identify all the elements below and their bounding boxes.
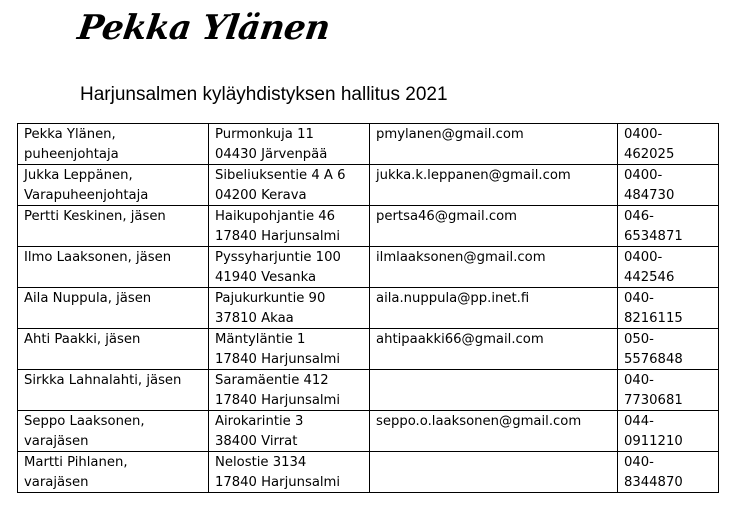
member-phone-line: 044- xyxy=(624,414,654,429)
member-phone-line: 8344870 xyxy=(624,474,683,490)
member-phone-line: 040- xyxy=(624,291,654,306)
member-name-cell xyxy=(18,288,209,329)
member-email-cell xyxy=(370,288,618,329)
member-phone-cell xyxy=(618,247,719,288)
member-name-cell xyxy=(18,370,209,411)
member-email: jukka.k.leppanen@gmail.com xyxy=(376,168,571,183)
member-email-cell xyxy=(370,452,618,493)
member-address-line: Saramäentie 412 xyxy=(215,373,329,388)
member-phone-cell xyxy=(618,370,719,411)
table-row xyxy=(18,206,719,247)
member-name-line: Varapuheenjohtaja xyxy=(24,187,149,203)
member-phone-line: 0400- xyxy=(624,168,663,183)
member-address-cell xyxy=(209,411,370,452)
member-email: pmylanen@gmail.com xyxy=(376,127,524,142)
member-address-line: 17840 Harjunsalmi xyxy=(215,392,341,408)
page-title: Harjunsalmen kyläyhdistyksen hallitus 2021 xyxy=(80,84,448,105)
member-email: ahtipaakki66@gmail.com xyxy=(376,332,544,347)
member-address-cell xyxy=(209,165,370,206)
member-phone-line: 6534871 xyxy=(624,228,683,244)
member-address-line: Haikupohjantie 46 xyxy=(215,209,336,224)
member-address-line: 38400 Virrat xyxy=(215,433,298,449)
member-email: pertsa46@gmail.com xyxy=(376,209,517,224)
member-phone-line: 8216115 xyxy=(624,310,683,326)
member-email-cell xyxy=(370,370,618,411)
member-phone-line: 040- xyxy=(624,455,654,470)
member-email-cell xyxy=(370,206,618,247)
member-name-cell xyxy=(18,206,209,247)
member-phone-line: 442546 xyxy=(624,269,675,285)
member-email: aila.nuppula@pp.inet.fi xyxy=(376,291,530,306)
board-members-table-body xyxy=(18,124,719,493)
member-address-line: Sibeliuksentie 4 A 6 xyxy=(215,168,346,183)
member-name-line: Sirkka Lahnalahti, jäsen xyxy=(24,373,182,388)
member-name-cell xyxy=(18,165,209,206)
member-name-line: Martti Pihlanen, xyxy=(24,455,128,470)
member-email: ilmlaaksonen@gmail.com xyxy=(376,250,546,265)
member-name-cell xyxy=(18,329,209,370)
member-name-line: puheenjohtaja xyxy=(24,146,119,162)
member-name-line: Pertti Keskinen, jäsen xyxy=(24,209,166,224)
member-phone-line: 462025 xyxy=(624,146,675,162)
member-address-line: Pyssyharjuntie 100 xyxy=(215,250,341,265)
member-phone-line: 0400- xyxy=(624,250,663,265)
table-row xyxy=(18,370,719,411)
member-address-line: 17840 Harjunsalmi xyxy=(215,474,341,490)
member-address-line: 04430 Järvenpää xyxy=(215,146,328,162)
member-name-cell xyxy=(18,247,209,288)
member-phone-cell xyxy=(618,329,719,370)
member-phone-cell xyxy=(618,411,719,452)
member-address-cell xyxy=(209,329,370,370)
member-name-line: Aila Nuppula, jäsen xyxy=(24,291,152,306)
member-name-line: Jukka Leppänen, xyxy=(24,168,133,183)
member-email-cell xyxy=(370,247,618,288)
signature-logo: Pekka Ylänen xyxy=(75,8,333,48)
member-phone-line: 0400- xyxy=(624,127,663,142)
member-name-cell xyxy=(18,124,209,165)
member-address-cell xyxy=(209,124,370,165)
member-name-line: Seppo Laaksonen, xyxy=(24,414,145,429)
member-address-cell xyxy=(209,206,370,247)
member-address-line: Pajukurkuntie 90 xyxy=(215,291,326,306)
member-address-line: 41940 Vesanka xyxy=(215,269,317,285)
member-phone-cell xyxy=(618,206,719,247)
table-row xyxy=(18,247,719,288)
table-row xyxy=(18,329,719,370)
member-address-cell xyxy=(209,247,370,288)
member-phone-cell xyxy=(618,124,719,165)
member-email-cell xyxy=(370,329,618,370)
member-phone-line: 5576848 xyxy=(624,351,683,367)
member-phone-cell xyxy=(618,288,719,329)
member-address-line: 04200 Kerava xyxy=(215,187,307,203)
member-name-cell xyxy=(18,452,209,493)
member-email-cell xyxy=(370,411,618,452)
member-phone-line: 046- xyxy=(624,209,654,224)
table-row xyxy=(18,124,719,165)
board-members-table xyxy=(17,123,719,493)
member-address-cell xyxy=(209,452,370,493)
member-phone-line: 040- xyxy=(624,373,654,388)
member-email-cell xyxy=(370,124,618,165)
member-address-line: Nelostie 3134 xyxy=(215,455,307,470)
member-address-line: 37810 Akaa xyxy=(215,310,294,326)
member-address-line: Airokarintie 3 xyxy=(215,414,304,429)
table-row xyxy=(18,452,719,493)
member-phone-cell xyxy=(618,165,719,206)
member-email-cell xyxy=(370,165,618,206)
member-address-line: 17840 Harjunsalmi xyxy=(215,351,341,367)
member-address-cell xyxy=(209,288,370,329)
table-row xyxy=(18,411,719,452)
table-row xyxy=(18,165,719,206)
table-row xyxy=(18,288,719,329)
member-address-line: 17840 Harjunsalmi xyxy=(215,228,341,244)
member-phone-cell xyxy=(618,452,719,493)
member-name-line: Pekka Ylänen, xyxy=(24,127,116,142)
member-phone-line: 7730681 xyxy=(624,392,683,408)
member-name-cell xyxy=(18,411,209,452)
member-phone-line: 484730 xyxy=(624,187,675,203)
member-phone-line: 0911210 xyxy=(624,433,683,449)
member-phone-line: 050- xyxy=(624,332,654,347)
member-address-cell xyxy=(209,370,370,411)
member-name-line: Ilmo Laaksonen, jäsen xyxy=(24,250,172,265)
member-email: seppo.o.laaksonen@gmail.com xyxy=(376,414,582,429)
member-address-line: Mäntyläntie 1 xyxy=(215,332,306,347)
member-address-line: Purmonkuja 11 xyxy=(215,127,314,142)
member-name-line: varajäsen xyxy=(24,433,89,449)
member-name-line: Ahti Paakki, jäsen xyxy=(24,332,141,347)
member-name-line: varajäsen xyxy=(24,474,89,490)
